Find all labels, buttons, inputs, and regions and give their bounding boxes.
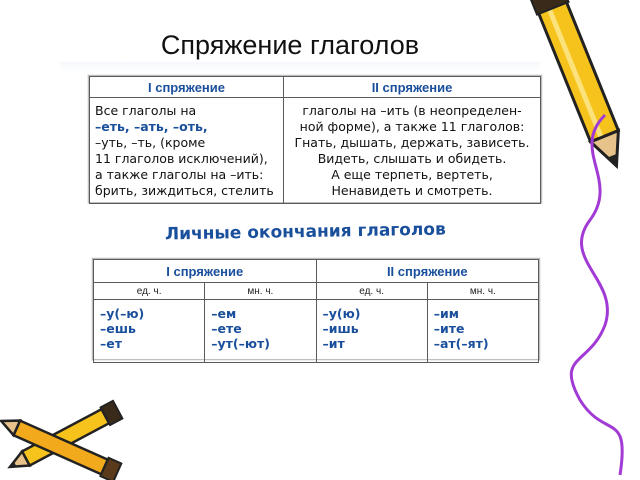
rule-line: –еть, –ать, –оть, [95, 119, 208, 134]
rule-line: ной форме), а также 11 глаголов: [299, 119, 525, 134]
conj-2-rule [284, 98, 541, 204]
page-title: Спряжение глаголов [160, 30, 420, 60]
sub-header-singular: ед. ч. [94, 283, 205, 300]
endings-conj-1-header: I спряжение [94, 260, 317, 283]
ending: –ите [433, 321, 465, 336]
rule-line: Ненавидеть и смотреть. [331, 183, 493, 198]
rule-line: глаголы на –ить (в неопределен- [302, 103, 522, 118]
rule-line: Гнать, дышать, держать, зависеть. [294, 135, 530, 150]
sub-header-singular: ед. ч. [316, 283, 427, 300]
ending: –им [433, 306, 459, 321]
rule-line: Все глаголы на [95, 103, 197, 118]
scan-strip [60, 62, 540, 72]
ending: –у(ю) [322, 306, 361, 321]
ending: –ат(–ят) [433, 336, 489, 351]
ending: –ешь [100, 321, 136, 336]
ending: –ет [100, 336, 122, 351]
sub-header-plural: мн. ч. [205, 283, 316, 300]
endings-title: Личные окончания глаголов [164, 219, 446, 245]
endings-column [94, 300, 205, 363]
endings-column [316, 300, 427, 363]
endings-conj-2-header: II спряжение [316, 260, 539, 283]
rule-line: а также глаголы на –ить: [95, 167, 264, 182]
rule-line: брить, зиждиться, стелить [95, 183, 274, 198]
ending: –ишь [322, 321, 359, 336]
ending: –ем [211, 306, 237, 321]
endings-table [92, 258, 540, 360]
ending: –ит [322, 336, 345, 351]
ending: –ут(–ют) [211, 336, 270, 351]
rule-line: А еще терпеть, вертеть, [331, 167, 493, 182]
rule-line: 11 глаголов исключений), [95, 151, 268, 166]
rule-line: Видеть, слышать и обидеть. [317, 151, 507, 166]
rule-line: –уть, –ть, (кроме [95, 135, 206, 150]
conj-2-header: II спряжение [284, 77, 541, 98]
pencils-bottom-left-icon [0, 385, 135, 480]
swirl-line-icon [550, 110, 640, 480]
endings-column [427, 300, 538, 363]
conjugation-table [88, 75, 542, 203]
ending: –ете [211, 321, 242, 336]
conj-1-header: I спряжение [90, 77, 284, 98]
endings-column [205, 300, 316, 363]
sub-header-plural: мн. ч. [427, 283, 538, 300]
ending: –у(–ю) [100, 306, 145, 321]
conj-1-rule [90, 98, 284, 204]
